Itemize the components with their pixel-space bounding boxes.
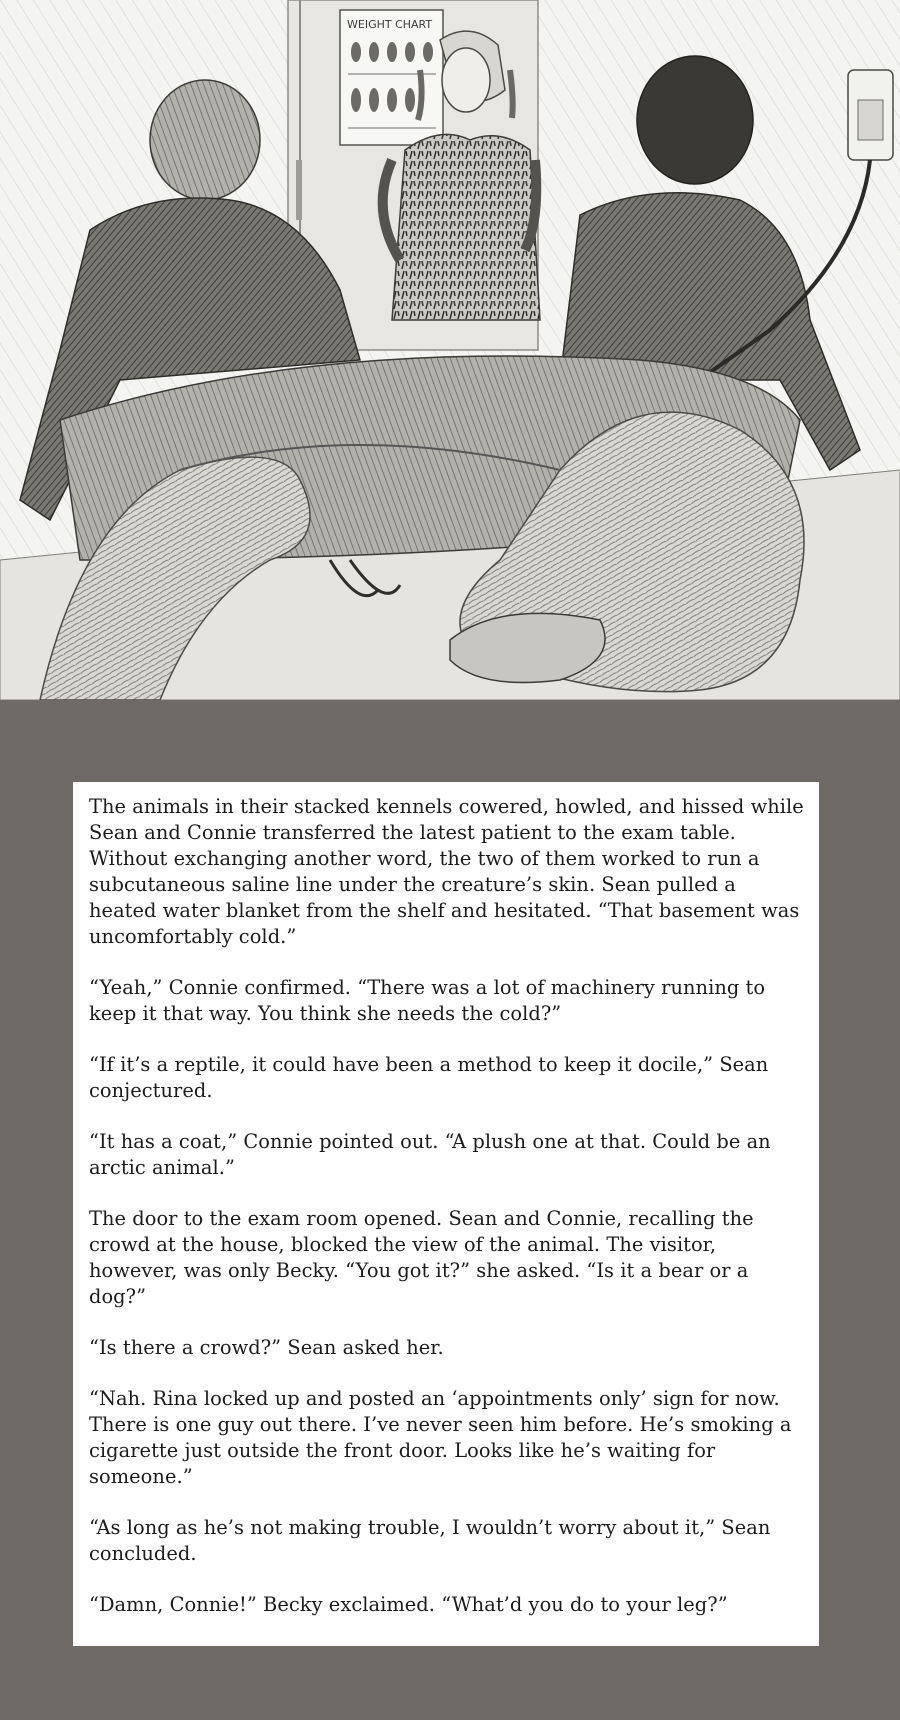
- story-paragraph-9: “Damn, Connie!” Becky exclaimed. “What’d you do to your leg?”: [89, 1593, 728, 1616]
- story-paragraph-5: The door to the exam room opened. Sean and Connie, recalling the crowd at the house, blocked the view of the animal. The visitor, however, was only Becky. “You got it?” she asked. “Is it a bear or a dog?”: [89, 1207, 754, 1308]
- story-text-panel: [73, 782, 819, 1646]
- pencil-sketch: [0, 0, 900, 700]
- story-paragraph-3: “If it’s a reptile, it could have been a method to keep it docile,” Sean conjectured.: [89, 1053, 769, 1102]
- story-paragraph-4: “It has a coat,” Connie pointed out. “A plush one at that. Could be an arctic animal.”: [89, 1130, 771, 1179]
- story-paragraph-8: “As long as he’s not making trouble, I wouldn’t worry about it,” Sean concluded.: [89, 1516, 771, 1565]
- weight-chart-poster: [340, 10, 443, 145]
- story-paragraph-7: “Nah. Rina locked up and posted an ‘appointments only’ sign for now. There is one guy out there. I’ve never seen him before. He’s smoking a cigarette just outside the front door. Looks like he’s waiting for someone.”: [89, 1387, 792, 1488]
- story-paragraph-1: The animals in their stacked kennels cowered, howled, and hissed while Sean and Connie transferred the latest patient to the exam table. Without exchanging another word, the two of them worked to run a subcutaneous saline line under the creature’s skin. Sean pulled a heated water blanket from the shelf and hesitated. “That basement was uncomfortably cold.”: [89, 795, 804, 948]
- story-paragraph-6: “Is there a crowd?” Sean asked her.: [89, 1336, 444, 1359]
- comic-illustration: [0, 0, 900, 700]
- story-paragraph-2: “Yeah,” Connie confirmed. “There was a lot of machinery running to keep it that way. You think she needs the cold?”: [89, 976, 766, 1025]
- poster-title: WEIGHT CHART: [347, 18, 433, 31]
